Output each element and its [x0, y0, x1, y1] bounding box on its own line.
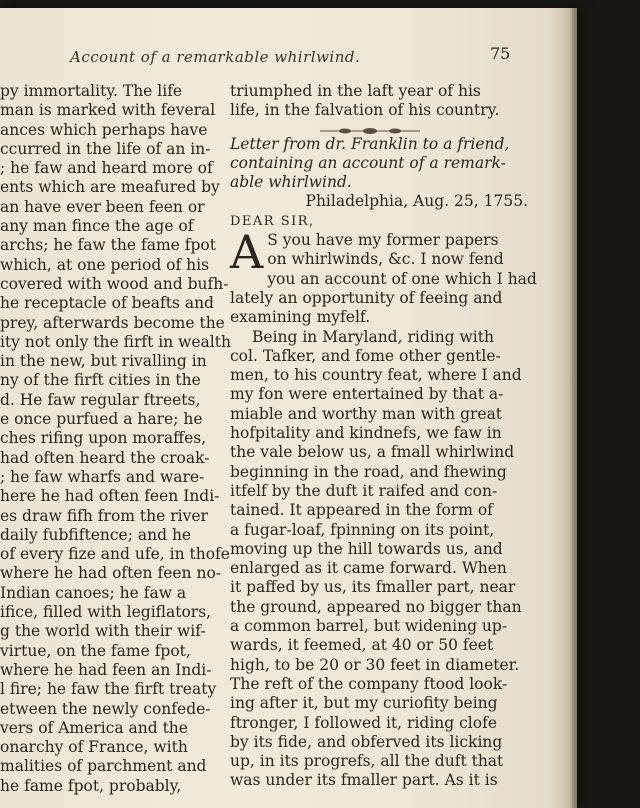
left-line: in the new, but rivalling in	[0, 352, 207, 371]
left-line: where he had often feen no-	[0, 564, 222, 583]
left-line: es draw fifh from the river	[0, 506, 208, 525]
paragraph-line: my fon were entertained by that a-	[230, 385, 504, 404]
left-line: ity not only the firft in wealth	[0, 332, 231, 351]
paragraph-line: the ground, appeared no bigger than	[230, 597, 522, 616]
paragraph-line: itfelf by the duft it raifed and con-	[230, 481, 498, 500]
left-line: e once purfued a hare; he	[0, 410, 203, 429]
left-line: prey, afterwards become the	[0, 313, 225, 332]
paragraph-line: miable and worthy man with great	[230, 404, 503, 423]
left-line: ents which are meafured by	[0, 178, 220, 197]
page-edge	[555, 8, 577, 808]
paragraph-line: S you have my former papers	[267, 231, 499, 250]
left-line: malities of parchment and	[0, 757, 207, 776]
intro-line: life, in the falvation of his country.	[230, 101, 500, 120]
left-line: an have ever been feen or	[0, 197, 205, 216]
left-line: etween the newly confede-	[0, 699, 211, 718]
left-line: he receptacle of beafts and	[0, 294, 214, 313]
paragraph-line: the vale below us, a fmall whirlwind	[230, 443, 515, 462]
left-line: of every fize and ufe, in thofe	[0, 545, 230, 564]
left-line: ifice, filled with legiflators,	[0, 603, 212, 622]
left-line: l fire; he faw the firft treaty	[0, 680, 217, 699]
right-column	[230, 82, 537, 791]
paragraph-line: a common barrel, but widening up-	[230, 617, 508, 636]
paragraph-line: hofpitality and kindnefs, we faw in	[230, 424, 502, 443]
left-line: ny of the firft cities in the	[0, 371, 201, 390]
letter-title-line: able whirlwind.	[230, 173, 352, 192]
paragraph-line: col. Tafker, and fome other gentle-	[230, 346, 501, 365]
intro-line: triumphed in the laft year of his	[230, 82, 481, 100]
left-line: py immortality. The life	[0, 82, 183, 100]
drop-cap: A	[230, 225, 264, 280]
paragraph-line: lately an opportunity of feeing and	[230, 288, 503, 307]
paragraph-line: ing after it, but my curiofity being	[230, 694, 498, 713]
left-line: ances which perhaps have	[0, 120, 208, 139]
left-line: Indian canoes; he faw a	[0, 583, 187, 602]
paragraph-line: up, in its progrefs, all the duft that	[230, 752, 504, 771]
left-line: had often heard the croak-	[0, 448, 210, 467]
left-line: where he had feen an Indi-	[0, 660, 212, 679]
page-number: 75	[490, 44, 511, 63]
paragraph-line: tained. It appeared in the form of	[230, 501, 493, 520]
paragraph-line: on whirlwinds, &c. I now fend	[267, 250, 504, 269]
paragraph-line: you an account of one which I had	[267, 269, 537, 288]
paragraph-line: was under its fmaller part. As it is	[230, 771, 498, 790]
paragraph-line: men, to his country feat, where I and	[230, 366, 522, 385]
left-line: ches rifing upon moraffes,	[0, 429, 207, 448]
left-line: ccurred in the life of an in-	[0, 139, 211, 158]
left-line: vers of America and the	[0, 718, 188, 737]
letter-title-line: Letter from dr. Franklin to a friend,	[230, 134, 510, 153]
left-line: d. He faw regular ftreets,	[0, 390, 201, 409]
left-line: any man fince the age of	[0, 217, 194, 236]
left-line: man is marked with feveral	[0, 101, 216, 120]
paragraph-line: examining myfelf.	[230, 308, 371, 327]
left-line: onarchy of France, with	[0, 738, 188, 757]
paragraph-line: a fugar-loaf, fpinning on its point,	[230, 520, 495, 539]
paragraph-line: Being in Maryland, riding with	[252, 327, 494, 346]
paragraph-line: by its fide, and obferved its licking	[230, 732, 503, 751]
left-line: archs; he faw the fame fpot	[0, 236, 216, 255]
left-column	[0, 82, 231, 796]
paragraph-line: wards, it feemed, at 40 or 50 feet	[230, 636, 494, 655]
left-line: covered with wood and bufh-	[0, 274, 229, 293]
first-paragraph	[230, 225, 537, 327]
salutation: DEAR SIR,	[230, 213, 315, 229]
paragraph-line: moving up the hill towards us, and	[230, 539, 503, 558]
left-line: g the world with their wif-	[0, 622, 206, 641]
paragraph-line: beginning in the road, and fhewing	[230, 462, 507, 481]
left-line: which, at one period of his	[0, 255, 210, 274]
left-line: virtue, on the fame fpot,	[0, 641, 191, 660]
left-line: ; he faw and heard more of	[0, 159, 213, 178]
rule-spacer	[230, 121, 528, 135]
left-line: here he had often feen Indi-	[0, 487, 220, 506]
dateline: Philadelphia, Aug. 25, 1755.	[305, 192, 528, 211]
running-head: Account of a remarkable whirlwind.	[70, 48, 361, 66]
letter-title-line: containing an account of a remark-	[230, 153, 506, 172]
left-line: ; he faw wharfs and ware-	[0, 467, 205, 486]
left-line: he fame fpot, probably,	[0, 776, 182, 795]
paragraph-line: it paffed by us, its fmaller part, near	[230, 578, 516, 597]
left-line: daily fubfiftence; and he	[0, 525, 192, 544]
paragraph-line: ftronger, I followed it, riding clofe	[230, 713, 497, 732]
paragraph-line: The reft of the company ftood look-	[230, 674, 508, 693]
paragraph-line: enlarged as it came forward. When	[230, 559, 507, 578]
paragraph-line: high, to be 20 or 30 feet in diameter.	[230, 655, 520, 674]
